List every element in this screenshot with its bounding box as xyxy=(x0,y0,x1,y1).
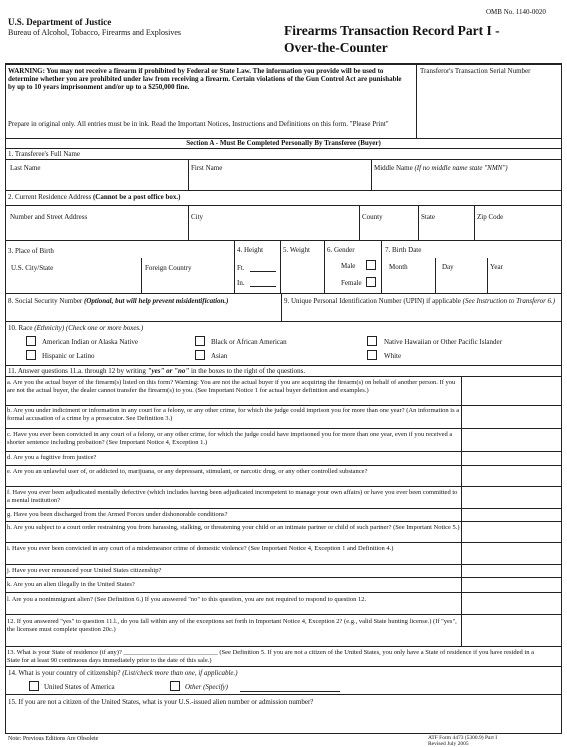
street-field[interactable] xyxy=(6,223,187,239)
state-label: State xyxy=(421,213,435,221)
q11c-text: c. Have you ever been convicted in any court of a felony, or any other crime, for which the judge could have imprisoned you for more than one year, even if you received a shorter sentence including probation? (See Important Notice 4, Exception 1.) xyxy=(7,431,453,446)
weight-label: 5. Weight xyxy=(283,246,310,254)
q9-label: 9. Unique Personal Identification Number (UPIN) if applicable (See Instruction to Transferor 6.) xyxy=(284,297,556,305)
zip-field[interactable] xyxy=(475,223,560,239)
q11j-text: j. Have you ever renounced your United States citizenship? xyxy=(7,567,162,574)
middle-name-field[interactable] xyxy=(372,173,560,189)
race-hawaiian-checkbox[interactable] xyxy=(367,336,377,346)
last-name-field[interactable] xyxy=(6,173,187,189)
section-a-heading: Section A - Must Be Completed Personally By Transferee (Buyer) xyxy=(186,139,381,147)
omb-number: OMB No. 1140-0020 xyxy=(486,8,546,16)
county-field[interactable] xyxy=(360,223,417,239)
ssn-field[interactable] xyxy=(6,306,279,318)
q11h-text: h. Are you subject to a court order restraining you from harassing, stalking, or threatening your child or an intimate partner or child of such partner? (See Important Notice 5.) xyxy=(7,524,460,531)
q11l-answer[interactable] xyxy=(462,593,557,614)
q10-label: 10. Race (Ethnicity) (Check one or more boxes.) xyxy=(8,324,144,332)
citizenship-other-label: Other (Specify) xyxy=(185,683,228,691)
q15-text: 15. If you are not a citizen of the United States, what is your U.S.-issued alien number or admission number? xyxy=(8,698,314,706)
city-label: City xyxy=(191,213,204,221)
q11-intro: 11. Answer questions 11.a. through 12 by writing "yes" or "no" in the boxes to the right of the questions. xyxy=(8,367,306,375)
male-checkbox[interactable] xyxy=(366,260,376,270)
serial-number-label: Transferor's Transaction Serial Number xyxy=(420,67,531,75)
serial-number-field[interactable] xyxy=(417,86,560,136)
month-label: Month xyxy=(389,263,408,271)
q11f-text: f. Have you ever been adjudicated mentally defective (which includes having been adjudicated incompetent to manage your own affairs) or have you ever been committed to a mental institution? xyxy=(7,489,458,504)
us-city-state-label: U.S. City/State xyxy=(11,264,54,272)
day-label: Day xyxy=(442,263,454,271)
prepare-instructions: Prepare in original only. All entries must be in ink. Read the Important Notices, Instructions and Definitions on this form. "Please Print" xyxy=(8,120,389,128)
height-label: 4. Height xyxy=(237,246,264,254)
q12-answer[interactable] xyxy=(462,615,557,645)
alien-number-field[interactable] xyxy=(6,708,560,732)
q11h-answer[interactable] xyxy=(462,522,557,542)
q11e-text: e. Are you an unlawful user of, or addicted to, marijuana, or any depressant, stimulant, or narcotic drug, or any other controlled substance? xyxy=(7,468,368,475)
q11a-answer[interactable] xyxy=(462,377,557,405)
q11i-answer[interactable] xyxy=(462,543,557,564)
department-name: U.S. Department of Justice xyxy=(8,17,112,27)
citizenship-other-checkbox[interactable] xyxy=(170,681,180,691)
q11f-answer[interactable] xyxy=(462,487,557,508)
female-label: Female xyxy=(341,279,362,287)
q2-label: 2. Current Residence Address (Cannot be a post office box.) xyxy=(8,193,181,201)
race-am-indian-label: American Indian or Alaska Native xyxy=(42,338,139,346)
race-asian-label: Asian xyxy=(211,352,228,360)
height-in-field[interactable] xyxy=(250,277,276,286)
q13-text: 13. What is your State of residence (if any)? _____________________________ (See Definition 5. If you are not a citizen of the United States, you only have a State of residence if you have resided in a State for at least 90 continuous days immediately prior to the date of this sale.) xyxy=(7,649,534,664)
q11g-text: g. Have you been discharged from the Armed Forces under dishonorable conditions? xyxy=(7,511,228,518)
q8-label: 8. Social Security Number (Optional, but will help prevent misidentification.) xyxy=(8,297,229,305)
race-hawaiian-label: Native Hawaiian or Other Pacific Islander xyxy=(384,338,502,346)
q11k-answer[interactable] xyxy=(462,578,557,592)
citizenship-usa-checkbox[interactable] xyxy=(29,681,39,691)
last-name-label: Last Name xyxy=(10,164,41,172)
weight-field[interactable] xyxy=(281,256,323,292)
q14-label: 14. What is your country of citizenship? (List/check more than one, if applicable.) xyxy=(8,669,238,677)
foreign-country-label: Foreign Country xyxy=(145,264,192,272)
height-in-label: In. xyxy=(237,279,245,287)
footer-form-number: ATF Form 4473 (5300.9) Part I xyxy=(428,735,498,741)
warning-text: WARNING: You may not receive a firearm if prohibited by Federal or State Law. The information you provide will be used to determine whether you are prohibited under law from receiving a firearm. Certain violations of the Gun Control Act are punishable by up to 10 years imprisonment and/or up to a $250,000 fine. xyxy=(8,67,402,91)
q11e-answer[interactable] xyxy=(462,466,557,486)
city-field[interactable] xyxy=(189,223,358,239)
race-black-checkbox[interactable] xyxy=(195,336,205,346)
street-label: Number and Street Address xyxy=(10,213,88,221)
q11a-text: a. Are you the actual buyer of the firearm(s) listed on this form? Warning: You are not the actual buyer if you are acquiring the firearm(s) on behalf of another person. If you are not the actual buyer, the dealer cannot transfer the firearm(s) to you. (See Important Notice 1 for actual buyer definition and examples.) xyxy=(7,379,456,394)
q11g-answer[interactable] xyxy=(462,509,557,521)
race-hispanic-checkbox[interactable] xyxy=(26,350,36,360)
footer-note: Note: Previous Editions Are Obsolete xyxy=(8,736,99,742)
race-black-label: Black or African American xyxy=(211,338,287,346)
male-label: Male xyxy=(341,262,356,270)
footer-revised: Revised July 2005 xyxy=(428,741,469,747)
q11k-text: k. Are you an alien illegally in the United States? xyxy=(7,581,135,588)
q11b-text: b. Are you under indictment or information in any court for a felony, or any other crime, for which the judge could imprison you for more than one year? (An information is a formal accusation of a crime by a prosecutor. See Definition 3.) xyxy=(7,407,460,422)
zip-label: Zip Code xyxy=(477,213,504,221)
q3-label: 3. Place of Birth xyxy=(8,247,54,255)
race-am-indian-checkbox[interactable] xyxy=(26,336,36,346)
female-checkbox[interactable] xyxy=(366,277,376,287)
bureau-name: Bureau of Alcohol, Tobacco, Firearms and Explosives xyxy=(8,28,182,37)
form-title-line2: Over-the-Counter xyxy=(284,40,388,55)
q11c-answer[interactable] xyxy=(462,429,557,451)
q1-label: 1. Transferee's Full Name xyxy=(8,150,81,158)
race-white-checkbox[interactable] xyxy=(367,350,377,360)
year-label: Year xyxy=(490,263,503,271)
height-ft-label: Ft. xyxy=(237,264,245,272)
state-field[interactable] xyxy=(419,223,473,239)
form-title-line1: Firearms Transaction Record Part I - xyxy=(284,23,500,38)
q11l-text: l. Are you a nonimmigrant alien? (See Definition 6.) If you answered "no" to this question, you are not required to respond to question 12. xyxy=(7,596,367,603)
q12-text: 12. If you answered "yes" to question 11.l., do you fall within any of the exceptions set forth in Important Notice 4, Exception 2? (e.g., valid State hunting license.) (If "yes", the licensee must complete question 20c.) xyxy=(7,618,457,633)
height-ft-field[interactable] xyxy=(250,262,276,271)
citizenship-other-field[interactable] xyxy=(240,681,340,691)
first-name-label: First Name xyxy=(191,164,223,172)
q11d-text: d. Are you a fugitive from justice? xyxy=(7,454,97,461)
race-hispanic-label: Hispanic or Latino xyxy=(42,352,95,360)
birth-date-label: 7. Birth Date xyxy=(385,246,422,254)
q11i-text: i. Have you ever been convicted in any court of a misdemeanor crime of domestic violence? (See Important Notice 4, Exception 1 and Definition 4.) xyxy=(7,545,394,552)
gender-label: 6. Gender xyxy=(327,246,355,254)
race-asian-checkbox[interactable] xyxy=(195,350,205,360)
county-label: County xyxy=(362,213,383,221)
race-white-label: White xyxy=(384,352,402,360)
q11b-answer[interactable] xyxy=(462,406,557,428)
q11j-answer[interactable] xyxy=(462,565,557,577)
middle-name-label: Middle Name (If no middle name state "NMN") xyxy=(374,164,508,172)
citizenship-usa-label: United States of America xyxy=(44,683,115,691)
q11d-answer[interactable] xyxy=(462,452,557,465)
first-name-field[interactable] xyxy=(189,173,370,189)
